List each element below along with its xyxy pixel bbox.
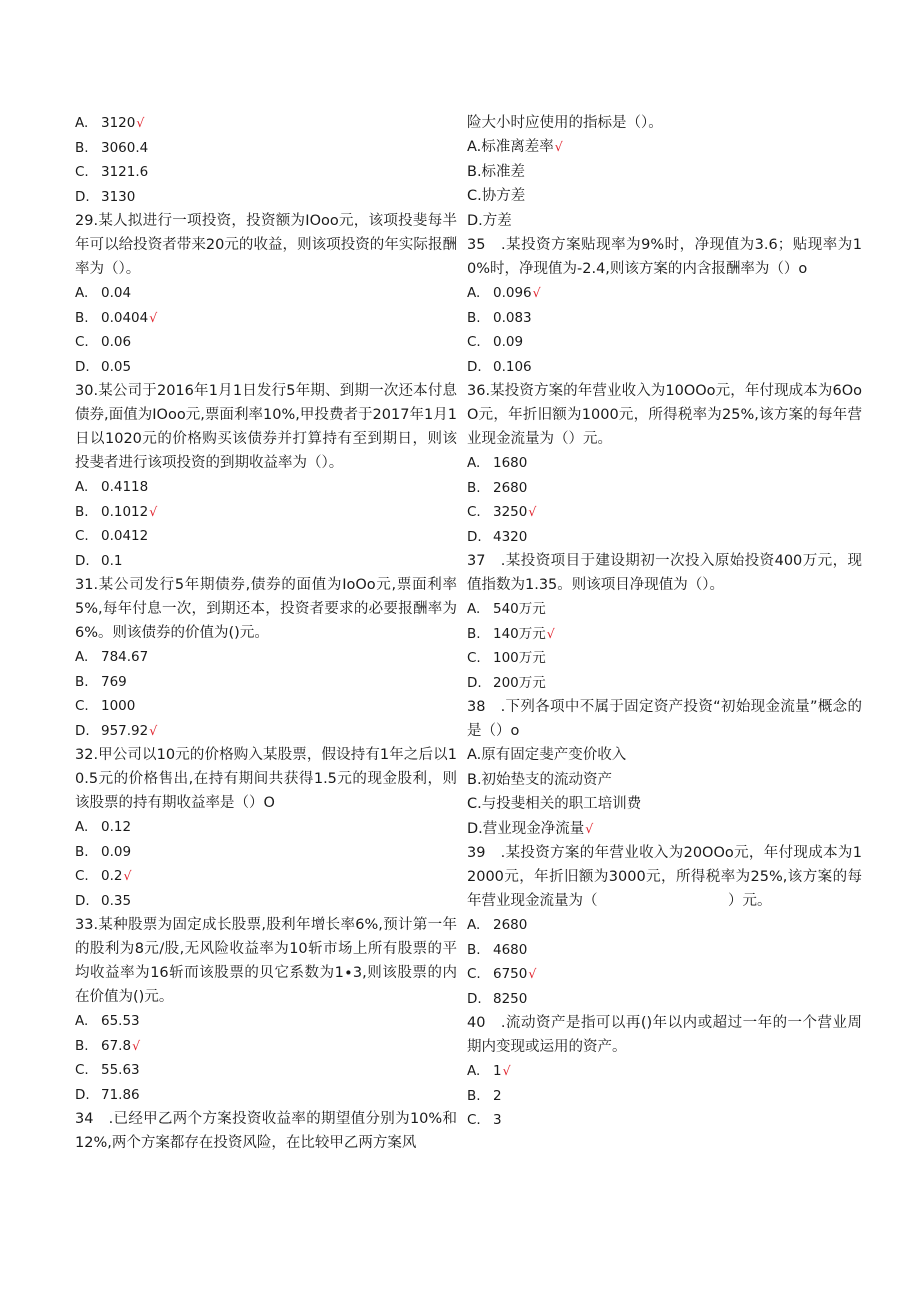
option-text: B.标准差 <box>467 163 526 180</box>
correct-check-mark: √ <box>528 966 537 981</box>
option-letter: D. <box>75 552 90 569</box>
option-letter: A. <box>75 649 89 665</box>
answer-option <box>75 1034 457 1059</box>
option-letter: B. <box>467 479 481 496</box>
option-letter: C. <box>75 528 89 544</box>
option-text: 4680 <box>493 941 528 958</box>
answer-option <box>75 719 457 744</box>
option-text: 0.083 <box>493 309 532 326</box>
option-letter: B. <box>75 309 89 326</box>
option-text: 1680 <box>493 455 528 471</box>
option-letter: A. <box>467 601 481 617</box>
correct-check-mark: √ <box>149 309 158 325</box>
option-text: D.营业现金净流量 <box>467 820 585 837</box>
option-text: 0.09 <box>493 334 524 350</box>
answer-option <box>467 597 862 622</box>
option-text: 957.92 <box>101 722 149 739</box>
option-text: 3250 <box>493 504 528 520</box>
option-letter: A. <box>467 455 481 471</box>
question-text: 31.某公司发行5年期债券,债券的面值为IoOo元,票面利率5%,每年付息一次，到期还本，投资者要求的必要报酬率为6%。则该债券的价值为()元。 <box>75 577 457 641</box>
answer-option <box>467 913 862 938</box>
answer-option <box>467 281 862 306</box>
option-text: 0.1012 <box>101 503 149 520</box>
answer-option <box>467 476 862 501</box>
question-text: 37 .某投资项目于建设期初一次投入原始投资400万元，现值指数为1.35。则该项目净现值为（）。 <box>467 553 862 593</box>
option-text: 784.67 <box>101 649 149 665</box>
option-text: 67.8 <box>101 1037 132 1054</box>
option-letter: D. <box>75 358 90 375</box>
option-text: 3060.4 <box>101 139 149 156</box>
option-text: 2680 <box>493 917 528 933</box>
option-text: 6750 <box>493 966 528 982</box>
option-letter: A. <box>75 819 89 835</box>
option-letter: C. <box>467 650 481 666</box>
option-letter: D. <box>75 1086 90 1103</box>
option-text: 0.1 <box>101 552 123 569</box>
option-letter: D. <box>467 528 482 545</box>
option-letter: B. <box>467 625 481 642</box>
answer-option <box>75 670 457 695</box>
option-text: A.原有固定斐产变价收入 <box>467 747 627 763</box>
answer-option <box>467 743 862 768</box>
option-letter: C. <box>467 334 481 350</box>
correct-check-mark: √ <box>532 285 541 300</box>
correct-check-mark: √ <box>149 503 158 519</box>
answer-option <box>75 1058 457 1083</box>
question-text: 38 .下列各项中不属于固定资产投资“初始现金流量”概念的是（）o <box>467 699 862 739</box>
answer-option <box>75 306 457 331</box>
answer-option <box>75 185 457 210</box>
option-text: 2 <box>493 1087 502 1104</box>
answer-option <box>467 451 862 476</box>
right-column <box>467 111 862 1133</box>
option-letter: A. <box>467 917 481 933</box>
answer-option <box>467 160 862 185</box>
question-text: 36.某投资方案的年营业收入为10OOo元，年付现成本为6OoO元，年折旧额为1000元，所得税率为25%,该方案的每年营业现金流量为（）元。 <box>467 383 862 447</box>
answer-option <box>467 500 862 525</box>
option-text: C.协方差 <box>467 188 526 204</box>
answer-option <box>467 355 862 380</box>
question-text: 30.某公司于2016年1月1日发行5年期、到期一次还本付息债券,面值为IOoo元,票面利率10%,甲投费者于2017年1月1日以1020元的价格购买该债券并打算持有至到期日，则该投斐者进行该项投资的到期收益率为（）。 <box>75 383 457 471</box>
answer-option <box>467 792 862 817</box>
answer-option <box>467 1084 862 1109</box>
answer-option <box>75 330 457 355</box>
correct-check-mark: √ <box>546 625 555 641</box>
question-text: 33.某种股票为固定成长股票,股利年增长率6%,预计第一年的股利为8元/股,无风险收益率为10斩市场上所有股票的平均收益率为16斩而该股票的贝它系数为1∙3,则该股票的内在价值为()元。 <box>75 917 457 1005</box>
option-text: C.与投斐相关的职工培训费 <box>467 796 642 812</box>
option-text: 0.0412 <box>101 528 149 544</box>
option-letter: B. <box>75 139 89 156</box>
question-text: 32.甲公司以10元的价格购入某股票，假设持有1年之后以10.5元的价格售出,在持有期间共获得1.5元的现金股利，则该股票的持有期收益率是（）O <box>75 747 457 811</box>
option-text: 0.05 <box>101 358 132 375</box>
answer-option <box>467 135 862 160</box>
option-letter: D. <box>467 674 482 691</box>
option-letter: B. <box>467 941 481 958</box>
option-letter: C. <box>75 698 89 714</box>
answer-option <box>75 355 457 380</box>
option-text: B.初始垫支的流动资产 <box>467 771 613 788</box>
answer-option <box>75 840 457 865</box>
answer-option <box>75 160 457 185</box>
answer-option <box>467 622 862 647</box>
question-text: 39 .某投资方案的年营业收入为20OOo元，年付现成本为12000元，年折旧额为3000元，所得税率为25%,该方案的每年营业现金流量为（ ）元。 <box>467 845 862 909</box>
option-letter: C. <box>467 1112 481 1128</box>
correct-check-mark: √ <box>149 722 158 738</box>
answer-option <box>467 1108 862 1133</box>
option-letter: D. <box>467 358 482 375</box>
correct-check-mark: √ <box>554 139 563 154</box>
option-text: 140万元 <box>493 625 546 642</box>
answer-option <box>467 768 862 793</box>
left-column <box>75 111 457 1155</box>
option-text: 0.4118 <box>101 479 149 495</box>
option-letter: A. <box>75 285 89 301</box>
answer-option <box>467 817 862 842</box>
answer-option <box>75 136 457 161</box>
answer-option <box>467 209 862 234</box>
answer-option <box>75 111 457 136</box>
option-letter: D. <box>467 990 482 1007</box>
option-text: 65.53 <box>101 1013 140 1029</box>
answer-option <box>467 184 862 209</box>
answer-option <box>467 962 862 987</box>
option-letter: A. <box>75 115 89 131</box>
correct-check-mark: √ <box>528 504 537 519</box>
option-text: 3130 <box>101 188 136 205</box>
question-text: 29.某人拟进行一项投资，投资额为IOoo元，该项投斐每半年可以给投资者带来20元的收益，则该项投资的年实际报酬率为（）。 <box>75 213 457 277</box>
option-text: 3 <box>493 1112 502 1128</box>
correct-check-mark: √ <box>132 1037 141 1053</box>
answer-option <box>75 1083 457 1108</box>
option-text: 3121.6 <box>101 164 149 180</box>
answer-option <box>75 645 457 670</box>
correct-check-mark: √ <box>502 1063 511 1078</box>
option-text: A.标准离差率 <box>467 139 554 155</box>
answer-option <box>75 694 457 719</box>
option-text: 71.86 <box>101 1086 140 1103</box>
correct-check-mark: √ <box>123 868 132 883</box>
option-letter: D. <box>75 722 90 739</box>
answer-option <box>75 815 457 840</box>
option-text: 0.12 <box>101 819 132 835</box>
question-text: 34 .已经甲乙两个方案投资收益率的期望值分别为10%和12%,两个方案都存在投资风险，在比较甲乙两方案风 <box>75 1111 457 1151</box>
option-text: 0.106 <box>493 358 532 375</box>
option-letter: A. <box>467 1063 481 1079</box>
option-letter: D. <box>75 188 90 205</box>
question-text: 险大小时应使用的指标是（）。 <box>467 115 663 131</box>
option-letter: C. <box>75 334 89 350</box>
answer-option <box>467 938 862 963</box>
option-letter: B. <box>75 1037 89 1054</box>
option-text: 769 <box>101 673 127 690</box>
answer-option <box>75 524 457 549</box>
option-text: 3120 <box>101 115 136 131</box>
option-letter: B. <box>75 673 89 690</box>
answer-option <box>75 549 457 574</box>
option-letter: C. <box>75 1062 89 1078</box>
answer-option <box>75 864 457 889</box>
option-text: 1000 <box>101 698 136 714</box>
answer-option <box>75 281 457 306</box>
answer-option <box>467 1059 862 1084</box>
question-text: 40 .流动资产是指可以再()年以内或超过一年的一个营业周期内变现或运用的资产。 <box>467 1015 862 1055</box>
option-text: 0.2 <box>101 868 123 884</box>
option-letter: C. <box>75 164 89 180</box>
answer-option <box>75 1009 457 1034</box>
answer-option <box>467 671 862 696</box>
option-text: 0.35 <box>101 892 132 909</box>
answer-option <box>467 525 862 550</box>
option-text: 0.096 <box>493 285 532 301</box>
option-letter: C. <box>75 868 89 884</box>
answer-option <box>75 889 457 914</box>
option-text: 540万元 <box>493 601 546 617</box>
option-letter: D. <box>75 892 90 909</box>
correct-check-mark: √ <box>136 115 145 130</box>
option-text: 2680 <box>493 479 528 496</box>
answer-option <box>467 306 862 331</box>
answer-option <box>467 330 862 355</box>
option-text: 0.09 <box>101 843 132 860</box>
option-letter: A. <box>467 285 481 301</box>
option-letter: B. <box>75 503 89 520</box>
option-letter: B. <box>75 843 89 860</box>
option-text: 55.63 <box>101 1062 140 1078</box>
option-text: 0.04 <box>101 285 132 301</box>
option-letter: B. <box>467 309 481 326</box>
correct-check-mark: √ <box>585 820 594 836</box>
question-text: 35 .某投资方案贴现率为9%时，净现值为3.6；贴现率为10%时，净现值为-2.4,则该方案的内含报酬率为（）o <box>467 237 862 277</box>
option-letter: A. <box>75 1013 89 1029</box>
option-letter: C. <box>467 966 481 982</box>
option-text: D.方差 <box>467 212 512 229</box>
answer-option <box>467 646 862 671</box>
option-text: 0.06 <box>101 334 132 350</box>
option-letter: B. <box>467 1087 481 1104</box>
answer-option <box>467 987 862 1012</box>
option-text: 8250 <box>493 990 528 1007</box>
answer-option <box>75 500 457 525</box>
option-text: 200万元 <box>493 674 546 691</box>
answer-option <box>75 475 457 500</box>
option-text: 4320 <box>493 528 528 545</box>
option-letter: A. <box>75 479 89 495</box>
option-letter: C. <box>467 504 481 520</box>
option-text: 100万元 <box>493 650 546 666</box>
option-text: 0.0404 <box>101 309 149 326</box>
option-text: 1 <box>493 1063 502 1079</box>
